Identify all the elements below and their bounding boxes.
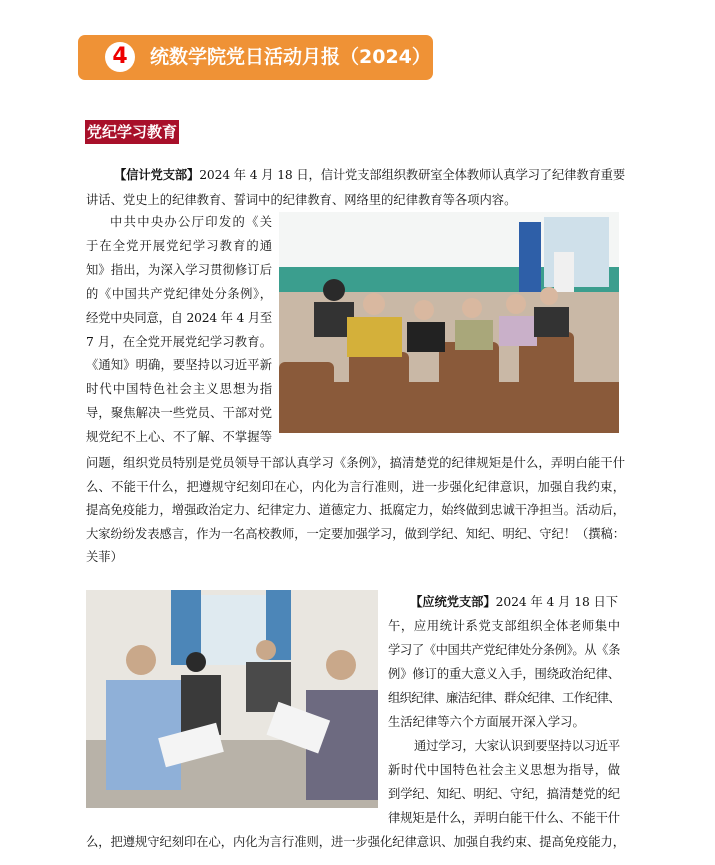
paragraph-line: 导，聚焦解决一些党员、干部对党 [86,406,272,421]
paragraph-line: 么、不能干什么，把遵规守纪刻印在心，内化为言行准则，进一步强化纪律意识，加强自我约束， [86,479,625,494]
paragraph-line: 生活纪律等六个方面展开深入学习。 [388,715,585,729]
paragraph-line: 到学纪、知纪、明纪、守纪，搞清楚党的纪 [388,787,620,801]
paragraph-line: 么，把遵规守纪刻印在心，内化为言行准则，进一步强化纪律意识、加强自我约束、提高免疫能力， [86,835,625,849]
paragraph-line: 时代中国特色社会主义思想为指 [86,382,272,397]
paragraph-line: 的《中国共产党纪律处分条例》， [86,286,272,301]
paragraph-line: 提高免疫能力，增强政治定力、纪律定力、道德定力、抵腐定力，始终做到忠诚干净担当。活动后， [86,503,625,518]
paragraph-line: 问题，组织党员特别是党员领导干部认真学习《条例》，搞清楚党的纪律规矩是什么，弄明白能干什 [86,456,625,470]
paragraph-line [114,165,625,185]
paragraph-line: 午，应用统计系党支部组织全体老师集中 [388,619,620,633]
issue-number-badge: 4 [105,42,135,72]
paragraph-line: 通过学习，大家认识到要坚持以习近平 [414,739,621,753]
paragraph-line: 律规矩是什么，弄明白能干什么、不能干什 [388,811,620,825]
paragraph-line [410,592,618,612]
paragraph-line: 讲话、党史上的纪律教育、誓词中的纪律教育、网络里的纪律教育等各项内容。 [86,193,517,207]
paragraph-line: 规党纪不上心、不了解、不掌握等 [86,430,272,445]
paragraph-line: 知》指出，为深入学习贯彻修订后 [86,262,272,277]
branch-label: 【信计党支部】 [114,168,200,182]
paragraph-line: 《通知》明确，要坚持以习近平新 [86,358,272,373]
paragraph-line: 于在全党开展党纪学习教育的通 [86,238,272,253]
photo-group-reading [86,590,378,808]
paragraph-text: 2024 年 4 月 18 日下 [495,595,618,609]
paragraph-line: 7 月，在全党开展党纪学习教育。 [86,334,272,349]
report-title: 统数学院党日活动月报（2024） [150,46,431,68]
paragraph-line: 中共中央办公厅印发的《关 [110,215,272,229]
paragraph-line: 新时代中国特色社会主义思想为指导，做 [388,763,620,777]
paragraph-line: 关菲） [86,550,123,565]
paragraph-text: 2024 年 4 月 18 日，信计党支部组织教研室全体教师认真学习了纪律教育重要 [199,168,626,182]
paragraph-line: 大家纷纷发表感言，作为一名高校教师，一定要加强学习，做到学纪、知纪、明纪、守纪！（撰稿： [86,526,625,541]
paragraph-line: 学习了《中国共产党纪律处分条例》。从《条 [388,643,620,657]
report-banner [78,35,433,80]
paragraph-line: 组织纪律、廉洁纪律、群众纪律、工作纪律、 [388,691,620,705]
branch-label: 【应统党支部】 [410,595,496,609]
photo-classroom-meeting [279,212,619,433]
paragraph-line: 例》修订的重大意义入手，围绕政治纪律、 [388,667,620,681]
section-heading: 党纪学习教育 [85,120,179,144]
paragraph-line: 经党中央同意，自 2024 年 4 月至 [86,310,273,325]
